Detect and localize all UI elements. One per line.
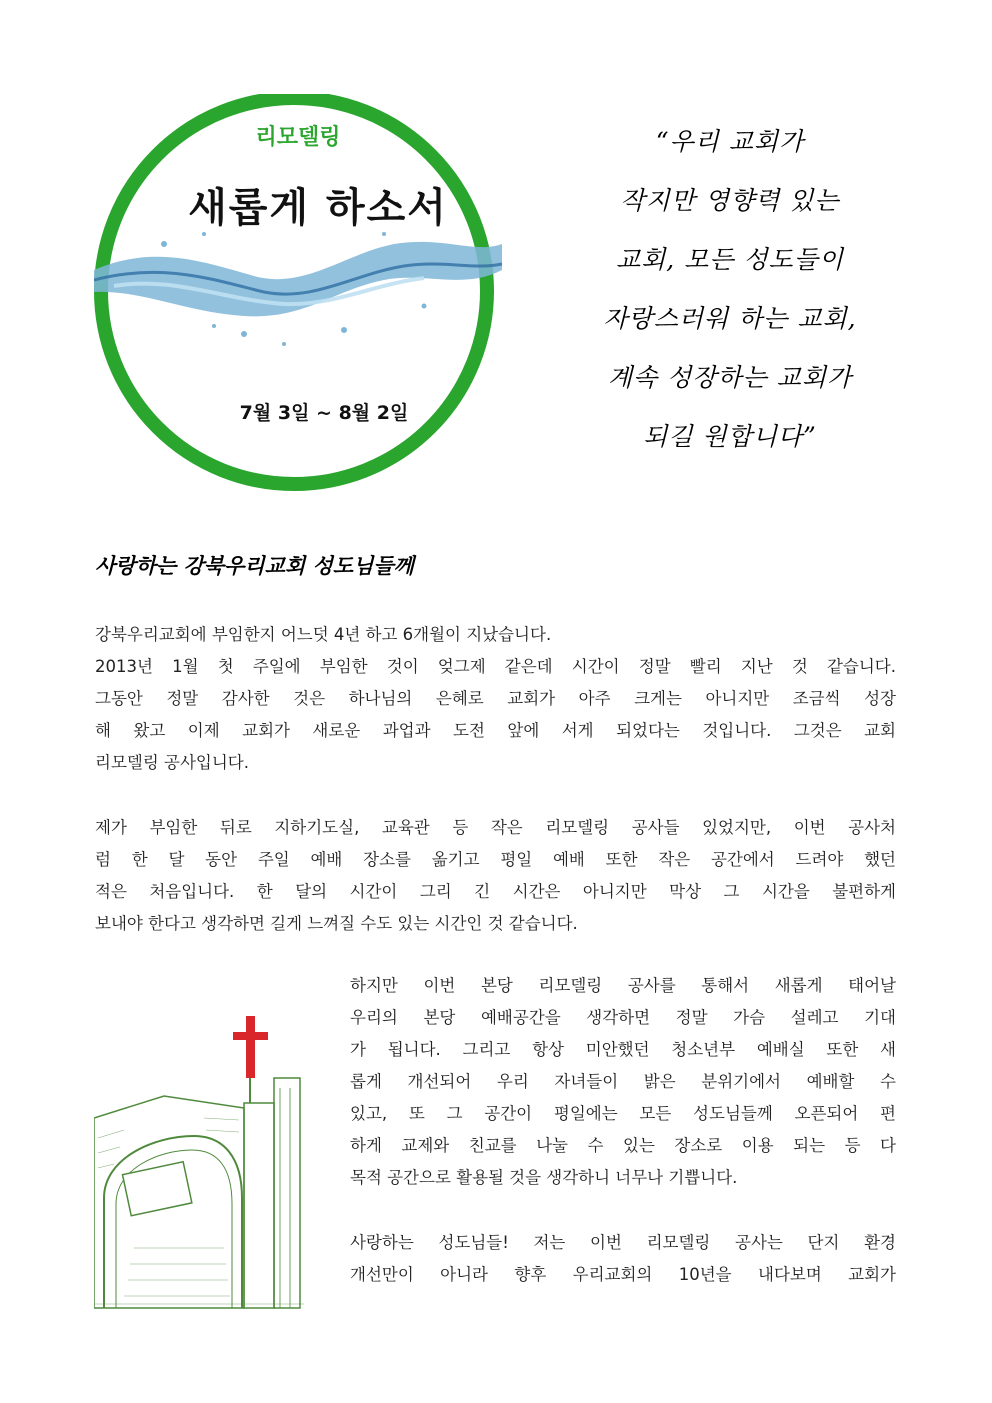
text-line: 하지만 이번 본당 리모델링 공사를 통해서 새롭게 태어날 bbox=[350, 976, 896, 995]
text-line: 가 됩니다. 그리고 항상 미안했던 청소년부 예배실 또한 새 bbox=[350, 1040, 896, 1059]
quote-line: 계속 성장하는 교회가 bbox=[607, 363, 853, 392]
paragraph-2 bbox=[95, 812, 896, 940]
church-illustration bbox=[94, 1008, 304, 1310]
cross-icon bbox=[246, 1016, 255, 1078]
text-line: 사랑하는 성도님들! 저는 이번 리모델링 공사는 단지 환경 bbox=[350, 1233, 896, 1252]
text-line: 목적 공간으로 활용될 것을 생각하니 너무나 기쁩니다. bbox=[350, 1168, 738, 1187]
banner-title: 새롭게 하소서 bbox=[188, 185, 448, 231]
banner-graphic bbox=[94, 94, 502, 496]
remodeling-banner bbox=[94, 94, 502, 496]
quote-line: “우리 교회가 bbox=[655, 127, 805, 156]
paragraph-1 bbox=[95, 619, 896, 779]
quote-line: 자랑스러워 하는 교회, bbox=[603, 304, 857, 333]
text-line: 적은 처음입니다. 한 달의 시간이 그리 긴 시간은 아니지만 막상 그 시간을 불편하게 bbox=[95, 882, 896, 901]
text-line: 럼 한 달 동안 주일 예배 장소를 옮기고 평일 예배 또한 작은 공간에서 드려야 했던 bbox=[95, 850, 896, 869]
quote-line: 작지만 영향력 있는 bbox=[620, 186, 840, 215]
text-line: 리모델링 공사입니다. bbox=[95, 753, 249, 772]
text-line: 제가 부임한 뒤로 지하기도실, 교육관 등 작은 리모델링 공사들 있었지만, 이번 공사처 bbox=[95, 818, 896, 837]
text-line: 우리의 본당 예배공간을 생각하면 정말 가슴 설레고 기대 bbox=[350, 1008, 896, 1027]
text-line: 하게 교제와 친교를 나눌 수 있는 장소로 이용 되는 등 다 bbox=[350, 1136, 896, 1155]
text-line: 개선만이 아니라 향후 우리교회의 10년을 내다보며 교회가 bbox=[350, 1265, 896, 1284]
letter-heading: 사랑하는 강북우리교회 성도님들께 bbox=[95, 554, 414, 578]
paragraph-4 bbox=[350, 1227, 896, 1291]
banner-dates: 7월 3일 ~ 8월 2일 bbox=[239, 402, 409, 424]
quote-line: 되길 원합니다” bbox=[643, 422, 817, 451]
text-line: 있고, 또 그 공간이 평일에는 모든 성도님들께 오픈되어 편 bbox=[350, 1104, 896, 1123]
church-sketch-image bbox=[94, 1008, 304, 1310]
text-line: 그동안 정말 감사한 것은 하나님의 은혜로 교회가 아주 크게는 아니지만 조금씩 성장 bbox=[95, 689, 896, 708]
text-line: 강북우리교회에 부임한지 어느덧 4년 하고 6개월이 지났습니다. bbox=[95, 625, 552, 644]
text-line: 해 왔고 이제 교회가 새로운 과업과 도전 앞에 서게 되었다는 것입니다. 그것은 교회 bbox=[95, 721, 896, 740]
banner-subtitle: 리모델링 bbox=[255, 125, 341, 150]
quote-line: 교회, 모든 성도들이 bbox=[615, 245, 845, 274]
paragraph-3 bbox=[350, 970, 896, 1194]
text-line: 보내야 한다고 생각하면 길게 느껴질 수도 있는 시간인 것 같습니다. bbox=[95, 914, 578, 933]
text-line: 2013년 1월 첫 주일에 부임한 것이 엊그제 같은데 시간이 정말 빨리 지난 것 같습니다. bbox=[95, 657, 896, 676]
handwritten-quote bbox=[560, 112, 900, 466]
text-line: 롭게 개선되어 우리 자녀들이 밝은 분위기에서 예배할 수 bbox=[350, 1072, 896, 1091]
